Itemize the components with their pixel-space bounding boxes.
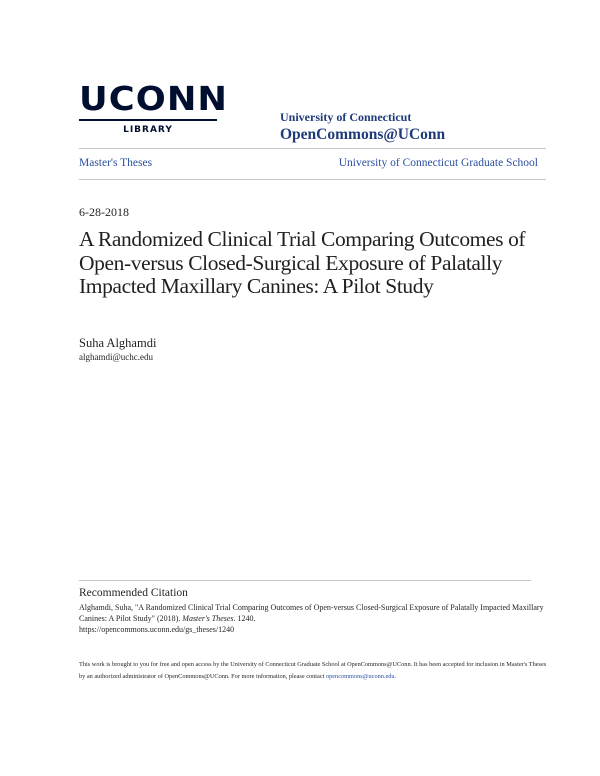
author-name: Suha Alghamdi (79, 336, 157, 350)
repository-name: OpenCommons@UConn (280, 126, 446, 143)
citation-number: . 1240. (233, 614, 256, 624)
university-name: University of Connecticut (280, 110, 412, 124)
citation-body: Alghamdi, Suha, "A Randomized Clinical Trial Comparing Outcomes of Open-versus Closed-Surgical Exposure of Palatally Impacted Maxillary Canines: A Pilot Study" (2018). (79, 603, 544, 624)
paper-title: A Randomized Clinical Trial Comparing Outcomes of Open-versus Closed-Surgical Exposure of Palatally Impacted Maxillary Canines: A Pilot Study (79, 227, 526, 298)
citation-series: Master's Theses (182, 614, 234, 624)
school-link[interactable]: University of Connecticut Graduate School (338, 157, 538, 169)
publication-date: 6-28-2018 (79, 205, 129, 219)
contact-email-link[interactable]: opencommons@uconn.edu (325, 672, 395, 680)
citation-heading: Recommended Citation (79, 587, 188, 599)
citation-text (79, 602, 544, 636)
access-notice (79, 659, 549, 682)
uconn-library-logo (79, 79, 229, 135)
repository-header (280, 110, 445, 145)
logo-subtitle: LIBRARY (123, 125, 173, 135)
notice-text: This work is brought to you for free and open access by the University of Connecticut Graduate School at OpenCommons@UConn. It has been accepted for inclusion in Master's Theses by an authorized administrator of OpenCommons@UConn. For more information, please contact (79, 661, 547, 680)
header-divider-bottom (79, 179, 546, 180)
author-email[interactable]: alghamdi@uchc.edu (79, 352, 154, 362)
logo-divider (79, 119, 217, 121)
citation-divider (79, 580, 531, 581)
notice-end: . (394, 672, 397, 680)
logo-wordmark: UCONN (79, 79, 229, 118)
collection-link[interactable]: Master's Theses (79, 157, 153, 169)
header-divider-top (79, 148, 546, 149)
citation-url[interactable]: https://opencommons.uconn.edu/gs_theses/1240 (79, 625, 235, 635)
